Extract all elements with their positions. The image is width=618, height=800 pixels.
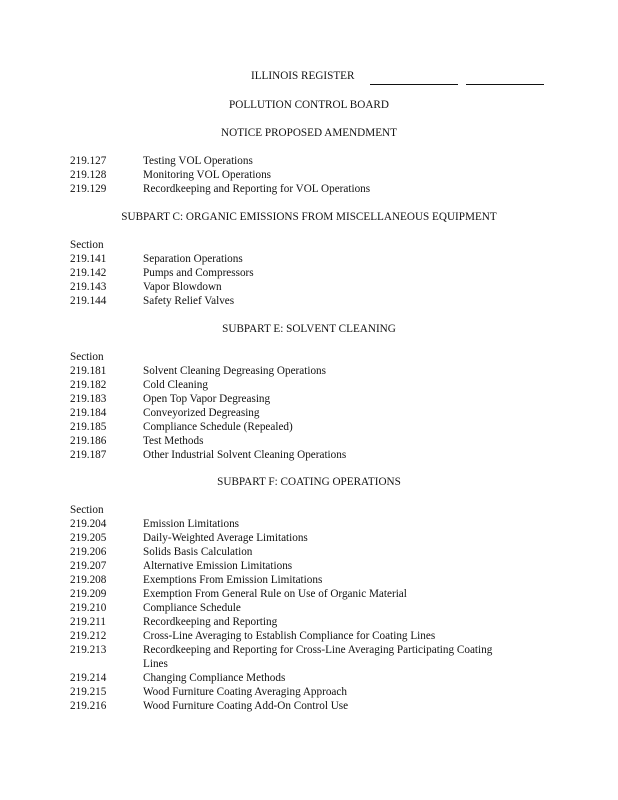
section-row — [70, 379, 550, 393]
notice-title: NOTICE PROPOSED AMENDMENT — [221, 127, 397, 139]
subpart-f-heading: SUBPART F: COATING OPERATIONS — [217, 476, 401, 488]
section-row — [70, 407, 550, 421]
section-row — [70, 672, 550, 686]
section-title: Test Methods — [143, 435, 204, 447]
header-rule — [370, 84, 458, 85]
section-row — [70, 700, 550, 714]
register-title: ILLINOIS REGISTER — [251, 70, 355, 82]
section-number: 219.143 — [70, 281, 107, 293]
section-title: Compliance Schedule (Repealed) — [143, 421, 293, 433]
section-row — [70, 183, 550, 197]
section-row — [70, 630, 550, 644]
section-row — [70, 421, 550, 435]
section-row — [70, 365, 550, 379]
section-number: 219.206 — [70, 546, 107, 558]
section-number: 219.186 — [70, 435, 107, 447]
section-row — [70, 616, 550, 630]
section-title: Other Industrial Solvent Cleaning Operations — [143, 449, 347, 461]
section-row — [70, 449, 550, 463]
section-row — [70, 602, 550, 616]
section-number: 219.184 — [70, 407, 107, 419]
section-number: 219.142 — [70, 267, 107, 279]
section-number: 219.141 — [70, 253, 107, 265]
section-title: Changing Compliance Methods — [143, 672, 286, 684]
section-title: Alternative Emission Limitations — [143, 560, 293, 572]
section-row — [70, 546, 550, 560]
section-row — [70, 281, 550, 295]
section-number: 219.182 — [70, 379, 107, 391]
section-number: 219.213 — [70, 644, 107, 656]
section-title: Wood Furniture Coating Averaging Approach — [143, 686, 347, 698]
subpart-c-heading: SUBPART C: ORGANIC EMISSIONS FROM MISCELLANEOUS EQUIPMENT — [121, 211, 497, 223]
section-row — [70, 155, 550, 169]
section-number: 219.210 — [70, 602, 107, 614]
section-title: Conveyorized Degreasing — [143, 407, 260, 419]
section-row — [70, 518, 550, 532]
section-number: 219.127 — [70, 155, 107, 167]
section-row — [70, 253, 550, 267]
section-number: 219.214 — [70, 672, 107, 684]
section-row — [70, 560, 550, 574]
section-number: 219.208 — [70, 574, 107, 586]
board-title: POLLUTION CONTROL BOARD — [229, 99, 389, 111]
section-number: 219.181 — [70, 365, 107, 377]
section-row — [70, 267, 550, 281]
section-number: 219.187 — [70, 449, 107, 461]
section-number: 219.211 — [70, 616, 106, 628]
section-title: Daily-Weighted Average Limitations — [143, 532, 308, 544]
section-title: Pumps and Compressors — [143, 267, 254, 279]
section-row — [70, 393, 550, 407]
section-label: Section — [70, 239, 104, 251]
section-row — [70, 295, 550, 309]
section-number: 219.128 — [70, 169, 107, 181]
section-number: 219.204 — [70, 518, 107, 530]
section-number: 219.209 — [70, 588, 107, 600]
section-row — [70, 686, 550, 700]
section-title-continuation: Lines — [143, 658, 168, 670]
section-number: 219.183 — [70, 393, 107, 405]
section-row — [70, 435, 550, 449]
section-number: 219.207 — [70, 560, 107, 572]
section-number: 219.215 — [70, 686, 107, 698]
section-title: Monitoring VOL Operations — [143, 169, 272, 181]
section-title: Recordkeeping and Reporting for VOL Operations — [143, 183, 371, 195]
section-row — [70, 532, 550, 546]
section-row — [70, 644, 550, 658]
section-label: Section — [70, 504, 104, 516]
section-row — [70, 169, 550, 183]
subpart-e-heading: SUBPART E: SOLVENT CLEANING — [222, 323, 396, 335]
section-title: Solvent Cleaning Degreasing Operations — [143, 365, 326, 377]
section-title: Separation Operations — [143, 253, 243, 265]
section-title: Safety Relief Valves — [143, 295, 235, 307]
section-title: Open Top Vapor Degreasing — [143, 393, 271, 405]
section-row — [70, 588, 550, 602]
section-title: Emission Limitations — [143, 518, 240, 530]
section-title: Compliance Schedule — [143, 602, 241, 614]
section-title: Vapor Blowdown — [143, 281, 222, 293]
section-title: Cold Cleaning — [143, 379, 208, 391]
section-title: Testing VOL Operations — [143, 155, 253, 167]
section-number: 219.205 — [70, 532, 107, 544]
register-header — [0, 70, 618, 90]
section-number: 219.144 — [70, 295, 107, 307]
section-label: Section — [70, 351, 104, 363]
section-number: 219.129 — [70, 183, 107, 195]
section-title: Exemption From General Rule on Use of Organic Material — [143, 588, 407, 600]
header-rule — [466, 84, 544, 85]
section-number: 219.212 — [70, 630, 107, 642]
section-number: 219.185 — [70, 421, 107, 433]
section-title: Recordkeeping and Reporting — [143, 616, 278, 628]
section-title: Recordkeeping and Reporting for Cross-Line Averaging Participating Coating — [143, 644, 493, 656]
section-title: Solids Basis Calculation — [143, 546, 253, 558]
section-number: 219.216 — [70, 700, 107, 712]
section-title: Wood Furniture Coating Add-On Control Use — [143, 700, 349, 712]
section-row — [70, 574, 550, 588]
section-title: Cross-Line Averaging to Establish Compliance for Coating Lines — [143, 630, 436, 642]
section-title: Exemptions From Emission Limitations — [143, 574, 323, 586]
